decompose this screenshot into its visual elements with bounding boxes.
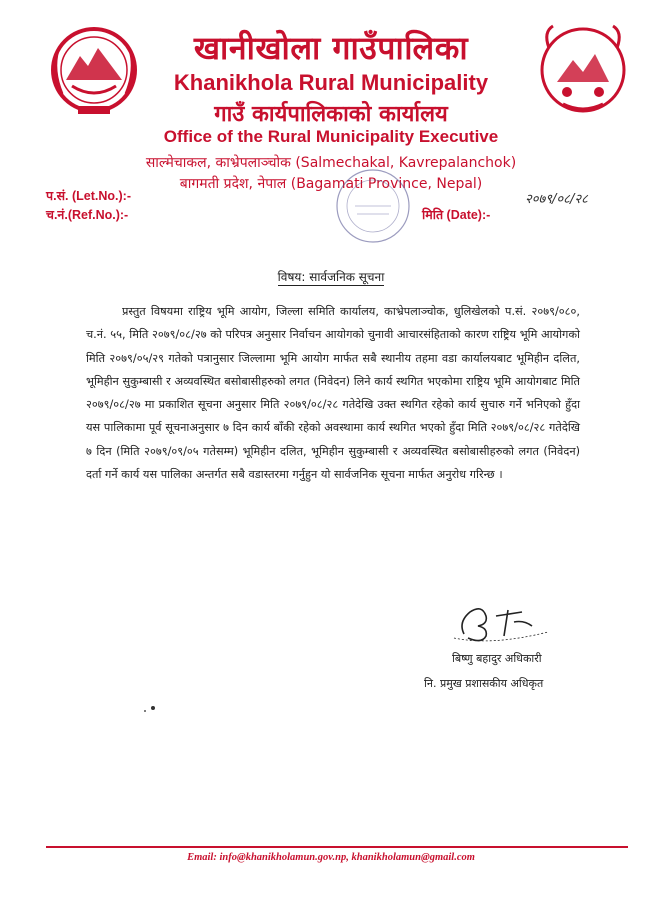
ink-speck [151,706,155,710]
subject-text: विषय: सार्वजनिक सूचना [277,270,385,284]
municipality-title-english: Khanikhola Rural Municipality [173,70,489,95]
municipality-title-nepali: खानीखोला गाउँपालिका [193,29,469,67]
letter-body: प्रस्तुत विषयमा राष्ट्रिय भूमि आयोग, जिल्ला समिति कार्यालय, काभ्रेपलाञ्चोक, धुलिखेलको प.सं. २०७९/०८०, च.नं. ५५, मिति २०७९/०८/२७ को परिपत्र अनुसार निर्वाचन आयोगको चुनावी आचारसंहिताको कारण राष्ट्रिय भूमि आयोगको मिति २०७९/०५/२९ गतेको पत्रानुसार जिल्लामा भूमि आयोग मार्फत सबै स्थानीय तहमा वडा कार्यालयबाट भूमिहीन दलित, भूमिहीन सुकुम्बासी र अव्यवस्थित बसोबासीहरुको लगत (निवेदन) लिने कार्य स्थगित भएकोमा राष्ट्रिय भूमि आयोगबाट मिति २०७९/०८/२७ मा प्रकाशित सूचना अनुसार मिति २०७९/०८/२८ गतेदेखि उक्त स्थगित रहेको कार्य सुचारु गर्ने भनिएको हुँदा यस पालिकामा पूर्व सूचनाअनुसार ७ दिन कार्य बाँकी रहेको अवस्थामा कार्य स्थगित भएको हुँदा मिति २०७९/०८/२८ गतेदेखि ७ दिन (मिति २०७९/०९/०५ गतेसम्म) भूमिहीन दलित, भूमिहीन सुकुम्बासी र अव्यवस्थित बसोबासीहरुको लगत (निवेदन) दर्ता गर्ने कार्य यस पालिका अन्तर्गत सबै वडास्तरमा गर्नुहुन यो सार्वजनिक सूचना मार्फत अनुरोध गरिन्छ । [86,305,580,482]
reference-number-label: च.नं.(Ref.No.):- [46,208,129,222]
office-title-english: Office of the Rural Municipality Executive [163,127,499,146]
signatory-title: नि. प्रमुख प्रशासकीय अधिकृत [424,677,544,690]
letter-number-label: प.सं. (Let.No.):- [46,189,131,203]
date-label: मिति (Date):- [422,208,491,222]
office-seal-stamp-icon [333,166,413,246]
footer-divider [46,846,628,848]
letter-subject [0,268,662,285]
address-line-2: बागमती प्रदेश, नेपाल (Bagamati Province, Nepal) [179,176,483,192]
address-line-1: साल्मेचाकल, काभ्रेपलाञ्चोक (Salmechakal, Kavrepalanchok) [145,155,517,171]
signatory-name: बिष्णु बहादुर अधिकारी [452,652,542,665]
footer-email: Email: info@khanikholamun.gov.np, khanikholamun@gmail.com [187,852,475,863]
ink-speck [144,710,146,712]
signature-icon [452,602,552,644]
office-title-nepali: गाउँ कार्यपालिकाको कार्यालय [214,102,448,127]
date-value: २०७९/०८/२८ [525,192,588,207]
